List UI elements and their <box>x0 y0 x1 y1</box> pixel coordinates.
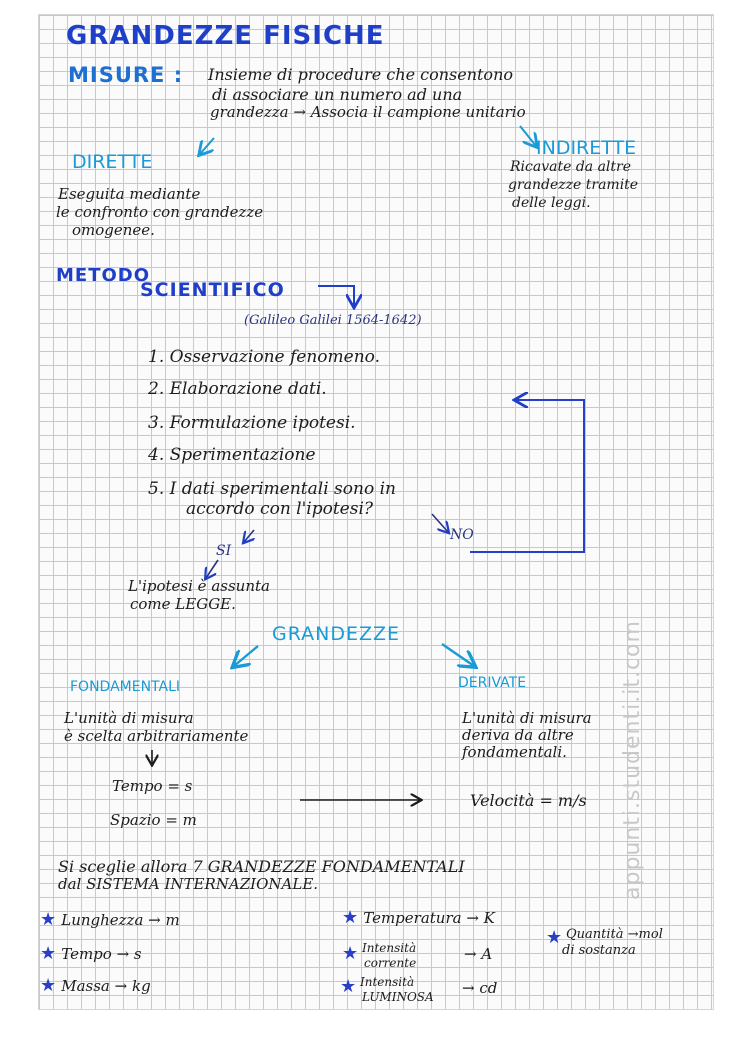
unit-corrente-line-2: corrente <box>364 956 417 970</box>
unit-massa: Massa → kg <box>61 977 151 995</box>
spazio-unit: Spazio = m <box>110 811 197 829</box>
step-2: 2. Elaborazione dati. <box>148 379 327 399</box>
unit-luminosa-line-1: Intensità <box>360 975 415 989</box>
unit-lunghezza: Lunghezza → m <box>61 911 180 929</box>
arrow-si-to-legge <box>206 560 218 578</box>
dirette-line-3: omogenee. <box>72 221 155 239</box>
star-icon: ★ <box>40 943 57 964</box>
fondamentali-label: FONDAMENTALI <box>70 679 181 695</box>
star-icon: ★ <box>340 976 357 997</box>
step-3: 3. Formulazione ipotesi. <box>148 413 356 433</box>
indirette-label: INDIRETTE <box>536 137 637 159</box>
fondamentali-line-1: L'unità di misura <box>64 709 194 727</box>
unit-corrente-line-1: Intensità <box>362 941 417 955</box>
step-5-line-2: accordo con l'ipotesi? <box>186 499 373 519</box>
metodo-label-top: METODO <box>56 265 151 286</box>
page-title: GRANDEZZE FISICHE <box>66 21 385 51</box>
arrow-to-dirette <box>200 138 214 154</box>
legge-line-2: come LEGGE. <box>130 595 236 613</box>
dirette-label: DIRETTE <box>72 151 153 173</box>
unit-candela: → cd <box>462 979 498 997</box>
grandezze-label: GRANDEZZE <box>272 623 401 645</box>
tempo-unit: Tempo = s <box>112 777 193 795</box>
unit-luminosa-line-2: LUMINOSA <box>362 990 434 1004</box>
derivate-line-2: deriva da altre <box>462 726 574 744</box>
metodo-label-bottom: SCIENTIFICO <box>140 279 285 301</box>
indirette-line-3: delle leggi. <box>512 195 591 211</box>
misure-line-2: di associare un numero ad una <box>212 85 463 104</box>
arrow-to-fondamentali <box>234 646 258 666</box>
galileo-note: (Galileo Galilei 1564-1642) <box>244 313 422 328</box>
arrow-to-indirette <box>520 126 536 146</box>
arrow-metodo <box>318 286 354 306</box>
arrow-si <box>244 530 254 542</box>
fondamentali-line-2: è scelta arbitrariamente <box>64 727 249 745</box>
arrow-no <box>432 514 448 532</box>
misure-label: MISURE : <box>68 63 184 87</box>
no-label: NO <box>450 527 474 543</box>
arrow-to-derivate <box>442 644 474 666</box>
unit-ampere: → A <box>464 945 493 963</box>
unit-quantita-line-1: Quantità →mol <box>566 927 663 942</box>
step-1: 1. Osservazione fenomeno. <box>148 347 380 367</box>
misure-line-3: grandezza → Associa il campione unitario <box>210 103 526 121</box>
unit-tempo: Tempo → s <box>61 945 142 963</box>
unit-quantita-line-2: di sostanza <box>562 943 636 958</box>
si-label: SI <box>216 543 232 559</box>
step-5: 5. I dati sperimentali sono in <box>148 479 396 499</box>
si-sceglie-line-2: dal SISTEMA INTERNAZIONALE. <box>58 875 319 893</box>
loop-no-to-step-2 <box>470 400 584 552</box>
velocita-unit: Velocità = m/s <box>470 791 587 810</box>
star-icon: ★ <box>342 907 359 928</box>
derivate-line-1: L'unità di misura <box>462 709 592 727</box>
watermark: appunti.studenti.it.com <box>620 620 645 900</box>
legge-line-1: L'ipotesi è assunta <box>128 577 270 595</box>
star-icon: ★ <box>40 909 57 930</box>
misure-line-1: Insieme di procedure che consentono <box>208 65 513 84</box>
star-icon: ★ <box>546 927 563 948</box>
indirette-line-1: Ricavate da altre <box>510 159 632 175</box>
si-sceglie-line-1: Si sceglie allora 7 GRANDEZZE FONDAMENTALI <box>58 857 465 876</box>
unit-temperatura: Temperatura → K <box>363 909 495 927</box>
star-icon: ★ <box>342 943 359 964</box>
dirette-line-2: le confronto con grandezze <box>56 203 264 221</box>
indirette-line-2: grandezze tramite <box>508 177 639 193</box>
dirette-line-1: Eseguita mediante <box>58 185 201 203</box>
step-4: 4. Sperimentazione <box>148 445 316 465</box>
derivate-label: DERIVATE <box>458 675 527 691</box>
derivate-line-3: fondamentali. <box>462 743 567 761</box>
star-icon: ★ <box>40 975 57 996</box>
